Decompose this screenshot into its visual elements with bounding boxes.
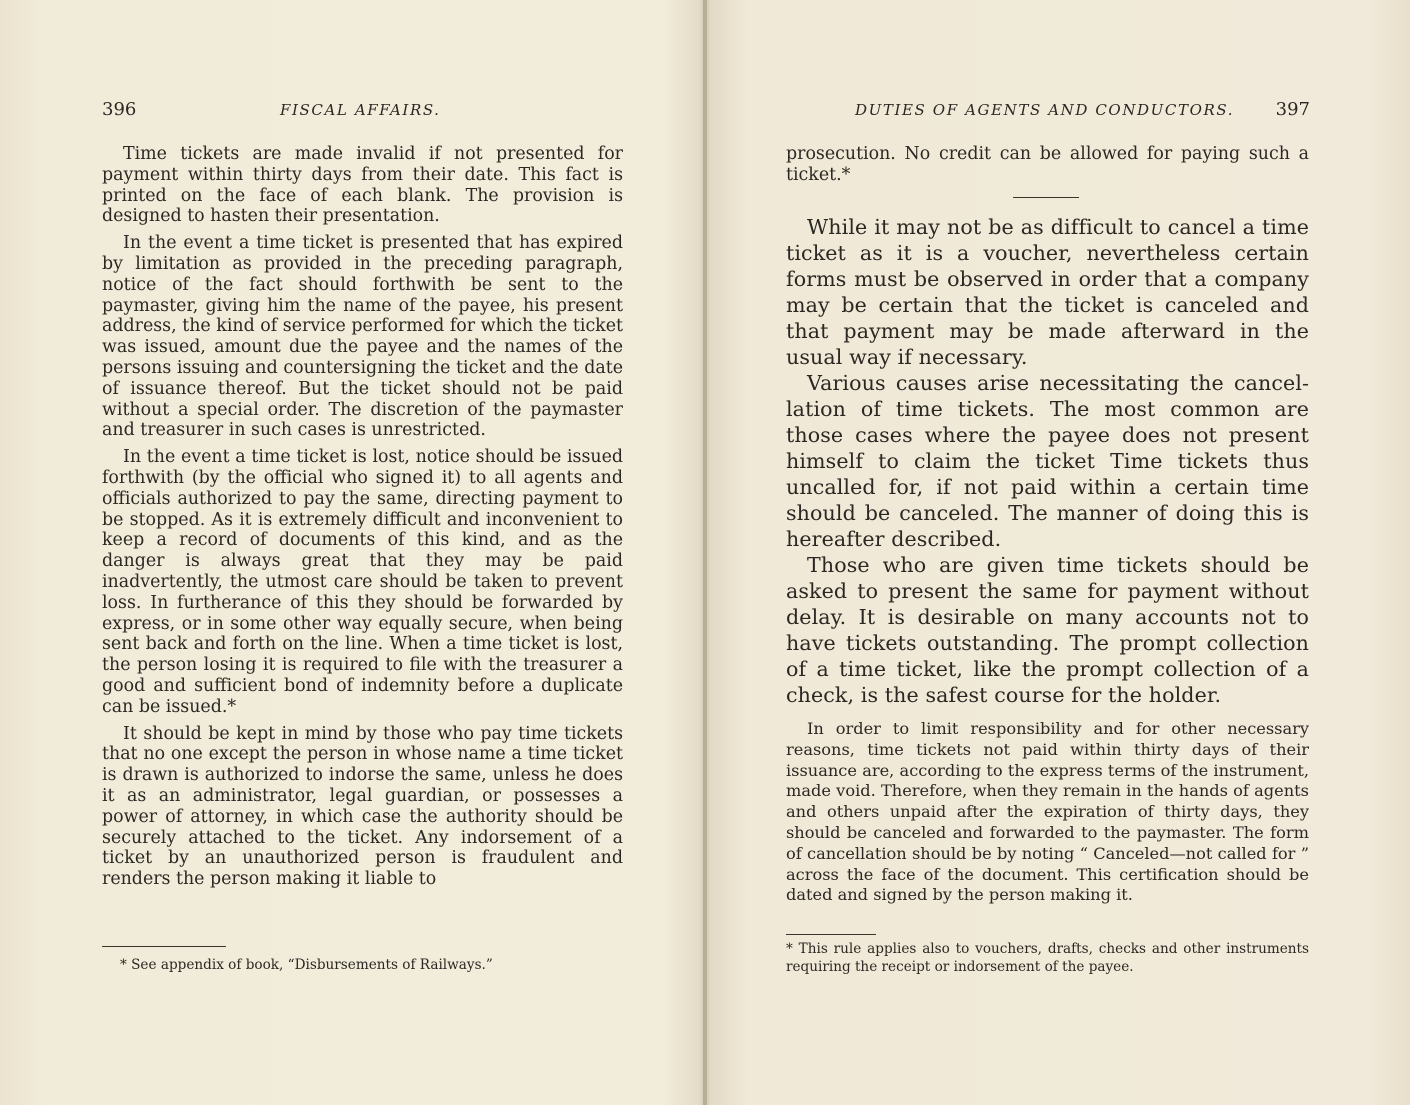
- small-type-section: [786, 719, 1309, 906]
- right-page: [707, 0, 1410, 1105]
- footnote-rule: [102, 946, 226, 947]
- paragraph: Various causes arise necessitating the cancellation of time tickets. The most common are those cases where the payee does not present himself to claim the ticket Time tickets thus uncalled for, if not paid within a certain time should be canceled. The manner of doing this is hereafter described.: [786, 371, 1309, 551]
- paragraph: In the event a time ticket is presented that has expired by limitation as provided in the preceding paragraph, notice of the fact should forthwith be sent to the paymaster, giving him the name of the payee, his present address, the kind of service performed for which the ticket was issued, amount due the payee and the names of the persons issuing and countersigning the ticket and the date of issuance thereof. But the ticket should not be paid without a special order. The discretion of the paymaster and treasurer in such cases is unrestricted.: [102, 233, 623, 441]
- paragraph: Time tickets are made invalid if not presented for payment within thirty days from their date. This fact is printed on the face of each blank. The provision is designed to hasten their presentation.: [102, 144, 623, 227]
- right-page-header: [855, 99, 1310, 121]
- page-number: 397: [1275, 99, 1310, 120]
- paragraph: It should be kept in mind by those who pay time tickets that no one except the person in whose name a time ticket is drawn is authorized to indorse the same, unless he does it as an administrator, legal guardian, or possesses a power of attorney, in which case the authority should be securely attached to the ticket. Any indorsement of a ticket by an unauthorized person is fraudulent and renders the person making it liable to: [102, 723, 623, 890]
- running-head: FISCAL AFFAIRS.: [280, 101, 441, 119]
- paragraph: Those who are given time tickets should be asked to present the same for payment without delay. It is desirable on many accounts not to have tickets outstanding. The prompt collection of a time ticket, like the prompt collection of a check, is the safest course for the holder.: [786, 553, 1309, 707]
- paragraph: In the event a time ticket is lost, notice should be issued forthwith (by the official who signed it) to all agents and officials authorized to pay the same, directing payment to be stopped. As it is extremely difficult and inconvenient to keep a record of documents of this kind, and as the danger is always great that they may be paid inadvertently, the utmost care should be taken to prevent loss. In furtherance of this they should be forwarded by express, or in some other way equally secure, when being sent back and forth on the line. When a time ticket is lost, the person losing it is required to file with the treasurer a good and sufficient bond of indemnity before a duplicate can be issued.*: [102, 447, 623, 717]
- left-page-header: [102, 99, 622, 121]
- section-divider: [1013, 197, 1079, 198]
- footnote: * This rule applies also to vouchers, drafts, checks and other instruments requiring the receipt or indorsement of the payee.: [786, 941, 1309, 975]
- left-body-text: [102, 144, 623, 896]
- large-type-section: [786, 214, 1309, 708]
- footnote-rule: [786, 934, 876, 935]
- running-head: DUTIES OF AGENTS AND CONDUCTORS.: [855, 101, 1235, 119]
- left-page: [0, 0, 703, 1105]
- paragraph: While it may not be as difficult to cancel a time ticket as it is a voucher, nevertheless certain forms must be observed in order that a company may be certain that the ticket is canceled and that payment may be made afterward in the usual way if necessary.: [786, 215, 1309, 369]
- footnote: * See appendix of book, “Disbursements of Railways.”: [120, 957, 493, 973]
- paragraph: prosecution. No credit can be allowed for paying such a ticket.*: [786, 144, 1309, 185]
- paragraph: In order to limit responsibility and for other necessary reasons, time tickets not paid within thirty days of their issuance are, according to the express terms of the instrument, made void. Therefore, when they remain in the hands of agents and others unpaid after the expiration of thirty days, they should be canceled and forwarded to the paymaster. The form of cancellation should be by noting “ Canceled—not called for ” across the face of the document. This certification should be dated and signed by the person making it.: [786, 719, 1309, 905]
- continuation-text: [786, 144, 1309, 192]
- page-number: 396: [102, 99, 137, 120]
